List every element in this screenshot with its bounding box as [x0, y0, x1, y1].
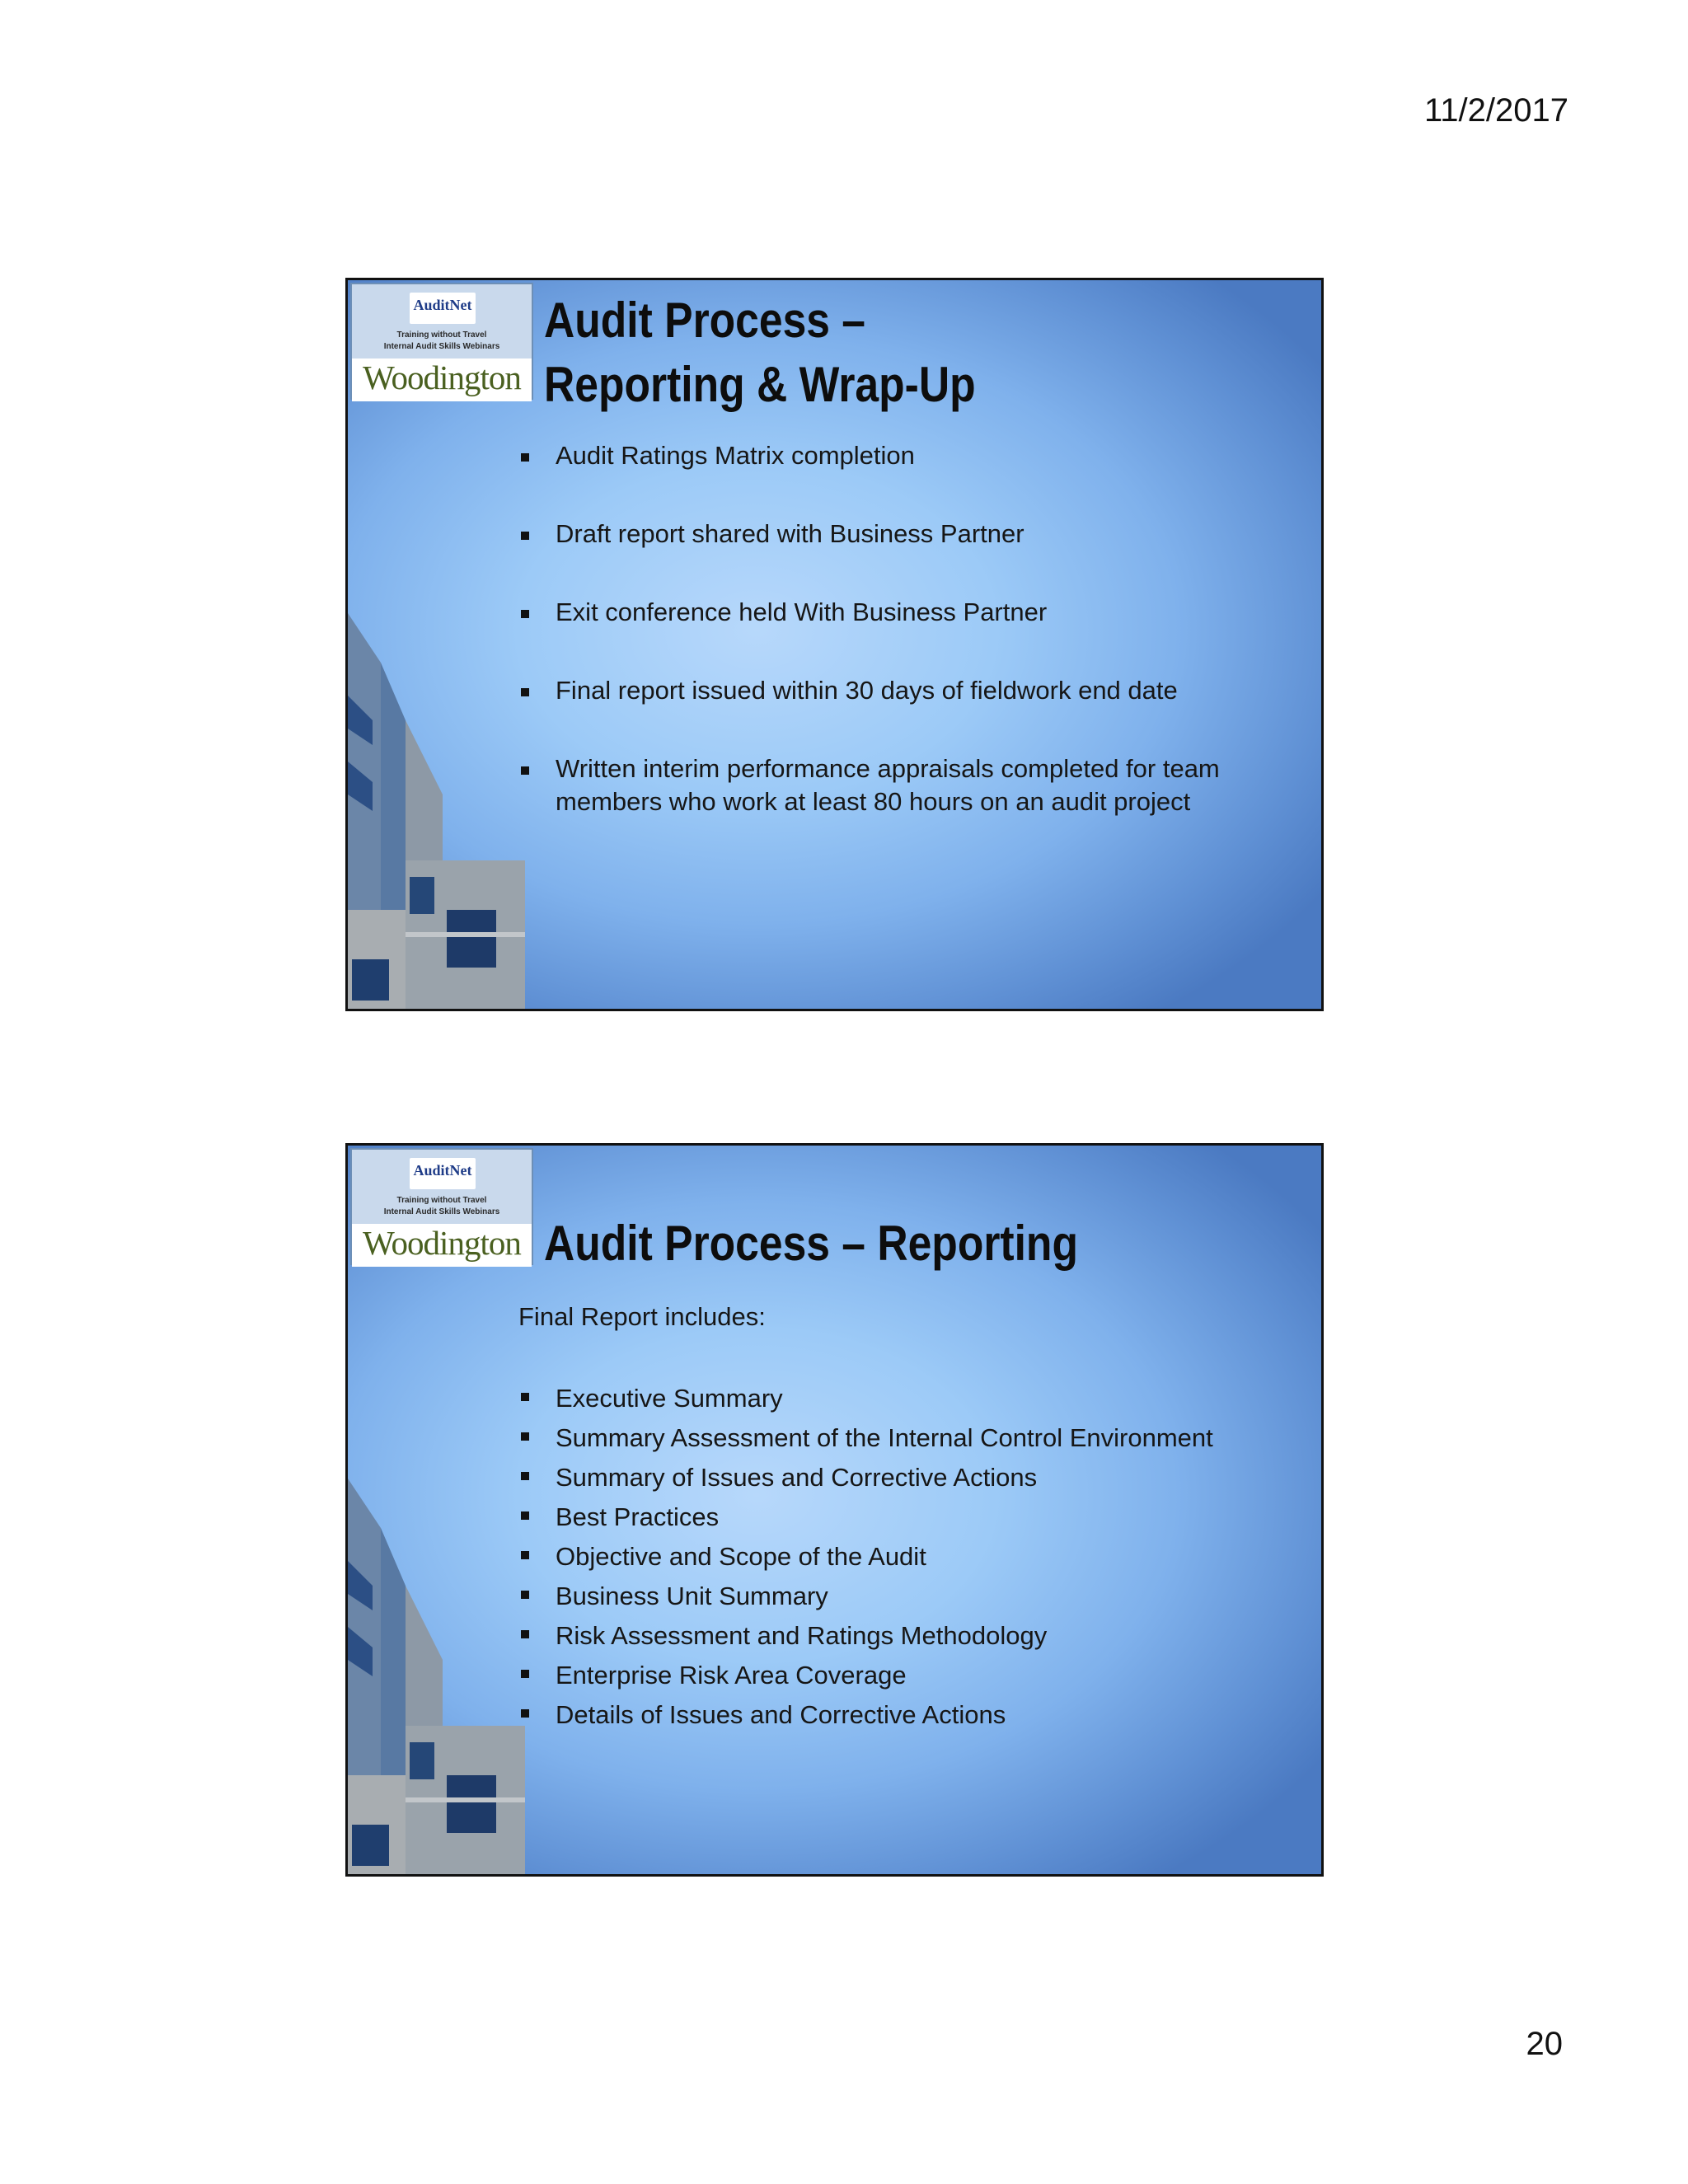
- list-item: Written interim performance appraisals completed for team members who work at least 80 hours on an audit project: [518, 752, 1260, 818]
- list-item: Draft report shared with Business Partner: [518, 518, 1260, 551]
- list-item: Business Unit Summary: [518, 1577, 1260, 1616]
- logo-tagline: Training without Travel: [396, 330, 487, 340]
- list-item: Objective and Scope of the Audit: [518, 1537, 1260, 1577]
- building-image: [348, 448, 525, 1009]
- logo-subtitle: Internal Audit Skills Webinars: [383, 342, 500, 351]
- intro-text: Final Report includes:: [518, 1302, 766, 1331]
- page-date: 11/2/2017: [1424, 92, 1568, 129]
- list-item: Best Practices: [518, 1497, 1260, 1537]
- slide-reporting-wrap-up: [345, 278, 1324, 1011]
- woodington-wordmark: Woodington: [352, 1224, 532, 1267]
- slide-reporting: [345, 1143, 1324, 1877]
- slide-title: [544, 288, 976, 417]
- woodington-logo: [350, 1148, 533, 1265]
- woodington-logo: [350, 283, 533, 400]
- logo-subtitle: Internal Audit Skills Webinars: [383, 1207, 500, 1216]
- list-item: Details of Issues and Corrective Actions: [518, 1695, 1260, 1735]
- slide-title: Audit Process – Reporting: [544, 1216, 1078, 1271]
- list-item: Exit conference held With Business Partner: [518, 596, 1260, 629]
- bullet-list: [518, 439, 1260, 864]
- page-number: 20: [1526, 2026, 1563, 2062]
- auditnet-logo: AuditNet: [410, 1158, 476, 1189]
- auditnet-logo: AuditNet: [410, 293, 476, 324]
- list-item: Final report issued within 30 days of fieldwork end date: [518, 674, 1260, 707]
- list-item: Risk Assessment and Ratings Methodology: [518, 1616, 1260, 1656]
- bullet-list: [518, 1379, 1260, 1735]
- list-item: Enterprise Risk Area Coverage: [518, 1656, 1260, 1695]
- list-item: Audit Ratings Matrix completion: [518, 439, 1260, 472]
- title-line-1: Audit Process –: [544, 293, 866, 348]
- title-line-2: Reporting & Wrap-Up: [544, 357, 976, 412]
- list-item: Summary of Issues and Corrective Actions: [518, 1458, 1260, 1497]
- list-item: Summary Assessment of the Internal Control Environment: [518, 1418, 1260, 1458]
- list-item: Executive Summary: [518, 1379, 1260, 1418]
- woodington-wordmark: Woodington: [352, 359, 532, 401]
- logo-tagline: Training without Travel: [396, 1196, 487, 1205]
- building-image: [348, 1314, 525, 1874]
